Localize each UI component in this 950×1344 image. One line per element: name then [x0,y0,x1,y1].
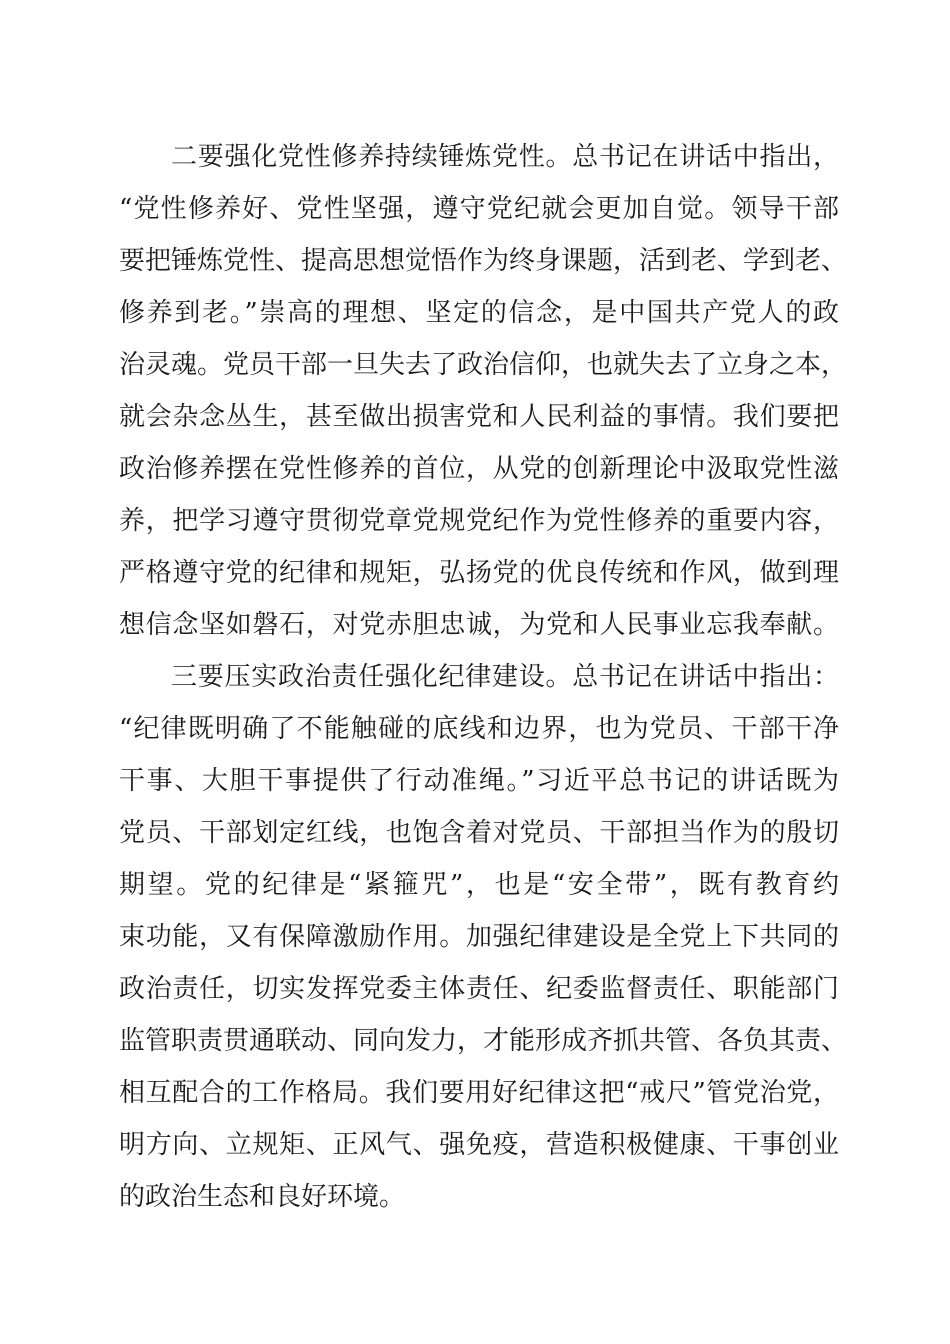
paragraph-2-line-11: 的政治生态和良好环境。 [119,1182,406,1212]
paragraph-1-line-6: 就会杂念丛生，甚至做出损害党和人民利益的事情。我们要把 [119,402,839,432]
paragraph-1-line-1: 二要强化党性修养持续锤炼党性。总书记在讲话中指出， [171,142,839,172]
paragraph-1-line-8: 养，把学习遵守贯彻党章党规党纪作为党性修养的重要内容， [119,506,839,536]
paragraph-2-line-9: 相互配合的工作格局。我们要用好纪律这把“戒尺”管党治党， [119,1078,839,1108]
paragraph-1-line-5: 治灵魂。党员干部一旦失去了政治信仰，也就失去了立身之本， [119,350,848,380]
paragraph-1-line-7: 政治修养摆在党性修养的首位，从党的创新理论中汲取党性滋 [119,454,839,484]
paragraph-1-line-10: 想信念坚如磐石，对党赤胆忠诚，为党和人民事业忘我奉献。 [119,610,839,640]
paragraph-2-line-4: 党员、干部划定红线，也饱含着对党员、干部担当作为的殷切 [119,818,839,848]
paragraph-2-line-3: 干事、大胆干事提供了行动准绳。”习近平总书记的讲话既为 [119,766,839,796]
paragraph-2-line-6: 束功能，又有保障激励作用。加强纪律建设是全党上下共同的 [119,922,839,952]
paragraph-2-line-10: 明方向、立规矩、正风气、强免疫，营造积极健康、干事创业 [119,1130,839,1160]
paragraph-2-line-2: “纪律既明确了不能触碰的底线和边界，也为党员、干部干净 [119,714,839,744]
paragraph-2-line-5: 期望。党的纪律是“紧箍咒”，也是“安全带”，既有教育约 [119,870,839,900]
paragraph-1-line-3: 要把锤炼党性、提高思想觉悟作为终身课题，活到老、学到老、 [119,246,848,276]
paragraph-2-line-8: 监管职责贯通联动、同向发力，才能形成齐抓共管、各负其责、 [119,1026,848,1056]
paragraph-2-line-1: 三要压实政治责任强化纪律建设。总书记在讲话中指出： [171,662,839,692]
paragraph-1-line-2: “党性修养好、党性坚强，遵守党纪就会更加自觉。领导干部 [119,194,839,224]
paragraph-1-line-9: 严格遵守党的纪律和规矩，弘扬党的优良传统和作风，做到理 [119,558,839,588]
paragraph-1-line-4: 修养到老。”崇高的理想、坚定的信念，是中国共产党人的政 [119,298,839,328]
paragraph-2-line-7: 政治责任，切实发挥党委主体责任、纪委监督责任、职能部门 [119,974,839,1004]
